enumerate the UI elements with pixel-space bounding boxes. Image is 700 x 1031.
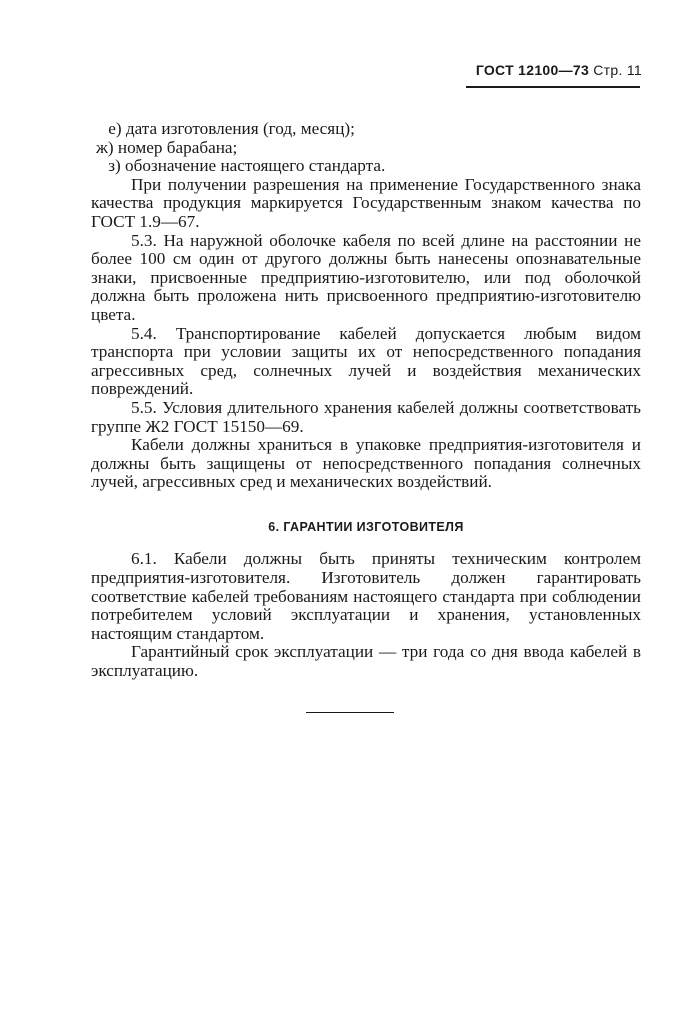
list-item: з) обозначение настоящего стандарта. — [108, 156, 386, 176]
paragraph: При получении разрешения на применение Государственного знака качества продукция маркируется Государственным знаком качества по ГОСТ 1.9—67. — [91, 174, 641, 231]
end-rule — [306, 712, 394, 713]
paragraph-6-1: 6.1. Кабели должны быть приняты техническим контролем предприятия-изготовителя. Изготовитель должен гарантировать соответствие кабелей требованиям настоящего стандарта при соблюдении потребителем условий эксплуатации и хранения, установленных настоящим стандартом. — [91, 549, 641, 643]
paragraph-5-4: 5.4. Транспортирование кабелей допускается любым видом транспорта при условии защиты их от непосредственного попадания агрессивных сред, солнечных лучей и воздействия механических повреждений. — [91, 323, 641, 399]
paragraph: Кабели должны храниться в упаковке предприятия-изготовителя и должны быть защищены от непосредственного попадания солнечных лучей, агрессивных сред и механических воздействий. — [91, 435, 641, 492]
header-rule — [466, 86, 640, 88]
paragraph-5-5: 5.5. Условия длительного хранения кабелей должны соответствовать группе Ж2 ГОСТ 15150—69. — [91, 397, 641, 436]
paragraph: Гарантийный срок эксплуатации — три года со дня ввода кабелей в эксплуатацию. — [91, 642, 641, 681]
document-id: ГОСТ 12100—73 — [475, 62, 590, 78]
list-item: е) дата изготовления (год, месяц); — [108, 119, 355, 138]
document-body — [91, 120, 641, 681]
page-header — [476, 62, 642, 78]
section-title: 6. ГАРАНТИИ ИЗГОТОВИТЕЛЯ — [268, 519, 464, 534]
page-number: Стр. 11 — [593, 62, 642, 78]
paragraph-5-3: 5.3. На наружной оболочке кабеля по всей длине на расстоянии не более 100 см один от другого должны быть нанесены опознавательные знаки, присвоенные предприятию-изготовителю, или под оболочкой должна быть проложена нить присвоенного предприятию-изготовителю цвета. — [91, 230, 641, 324]
list-item: ж) номер барабана; — [96, 137, 238, 157]
